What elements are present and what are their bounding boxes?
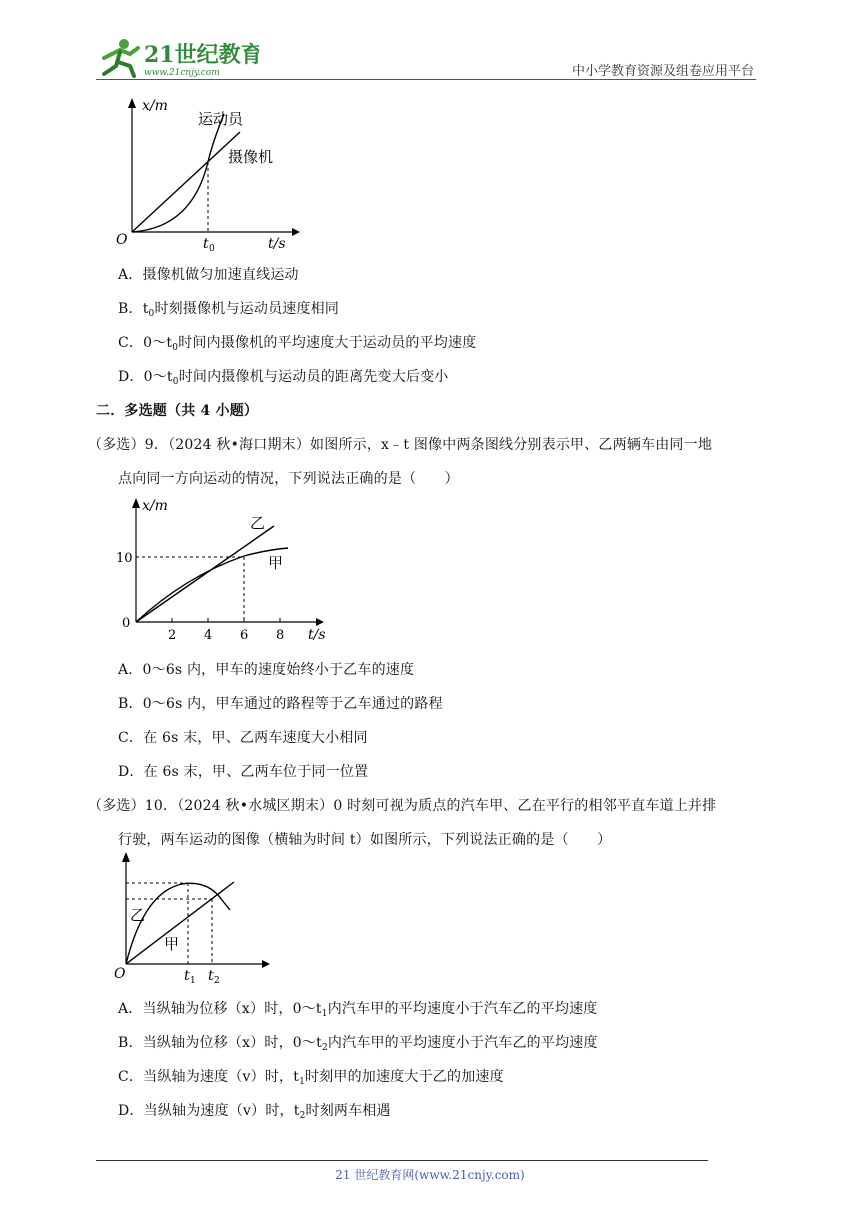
x-tick-2: 2	[168, 628, 177, 643]
x-axis-label: t/s	[308, 627, 326, 643]
y-axis-arrow	[122, 852, 130, 862]
section-title: 二．多选题（共 4 小题）	[96, 403, 259, 419]
q9-option-b: B．0～6s 内，甲车通过的路程等于乙车通过的路程	[118, 696, 443, 712]
jia-label: 甲	[268, 554, 284, 572]
origin-label: O	[116, 232, 128, 248]
q10-option-a: A．当纵轴为位移（x）时，$0\sim t_1$内汽车甲的平均速度小于汽车乙的平均速度	[118, 1001, 598, 1019]
x-axis-arrow	[262, 960, 270, 968]
q10-option-c: C．当纵轴为速度（v）时，$t_1$时刻甲的加速度大于乙的加速度	[118, 1069, 504, 1087]
athlete-curve	[132, 114, 224, 232]
camera-line	[132, 132, 240, 232]
q9-option-d: D．在 6s 末，甲、乙两车位于同一位置	[118, 764, 369, 780]
jia-label: 甲	[164, 935, 180, 953]
yi-label: 乙	[250, 514, 266, 532]
q8-option-c: C．$0\sim t_0$时间内摄像机的平均速度大于运动员的平均速度	[118, 335, 477, 353]
x-tick-6: 6	[240, 628, 249, 643]
platform-name: 中小学教育资源及组卷应用平台	[571, 64, 754, 79]
q9-option-a: A．0～6s 内，甲车的速度始终小于乙车的速度	[118, 662, 415, 678]
q10-stem-line1: （多选）10．（2024 秋•水城区期末）0 时刻可视为质点的汽车甲、乙在平行的相邻平直车道上并排	[88, 798, 717, 814]
y-axis-label: x/m	[142, 98, 168, 114]
origin-label: O	[114, 966, 126, 982]
q10-stem-line2: 行驶，两车运动的图像（横轴为时间 t）如图所示，下列说法正确的是（ ）	[118, 832, 612, 848]
q8-graph	[112, 96, 302, 260]
camera-label: 摄像机	[228, 148, 274, 166]
q10-option-d: D．当纵轴为速度（v）时，$t_2$时刻两车相遇	[118, 1103, 391, 1121]
athlete-label: 运动员	[198, 110, 244, 128]
y-axis-arrow	[132, 498, 140, 508]
y-axis-arrow	[128, 98, 136, 108]
q8-option-a: A．摄像机做匀加速直线运动	[118, 267, 299, 283]
t2-sub: 2	[214, 976, 220, 986]
footer-link[interactable]: 21 世纪教育网(www.21cnjy.com)	[335, 1168, 525, 1182]
q10-option-b: B．当纵轴为位移（x）时，$0\sim t_2$内汽车甲的平均速度小于汽车乙的平均速度	[118, 1035, 598, 1053]
q9-stem-line1: （多选）9．（2024 秋•海口期末）如图所示，x﹣t 图像中两条图线分别表示甲、乙两辆车由同一地	[88, 437, 713, 453]
x-axis-arrow	[292, 228, 300, 236]
t0-label: t	[203, 236, 209, 252]
q8-option-d: D．$0\sim t_0$时间内摄像机与运动员的距离先变大后变小	[118, 369, 449, 387]
q9-stem-line2: 点向同一方向运动的情况，下列说法正确的是（ ）	[118, 471, 459, 487]
q10-graph	[112, 850, 282, 990]
header-divider	[96, 79, 756, 80]
x-axis-label: t/s	[268, 236, 286, 252]
x-tick-8: 8	[276, 628, 285, 643]
origin-label: 0	[122, 616, 131, 631]
q8-option-b: B．$t_0$时刻摄像机与运动员速度相同	[118, 301, 340, 319]
x-tick-4: 4	[204, 628, 213, 643]
jia-curve	[136, 548, 288, 622]
t0-sub: 0	[209, 244, 215, 254]
logo-text: 21世纪教育	[144, 42, 259, 68]
logo-url: www.21cnjy.com	[144, 68, 220, 78]
footer-divider	[96, 1160, 708, 1161]
yi-line	[136, 526, 274, 622]
runner-icon	[104, 39, 138, 76]
y-tick-10: 10	[116, 551, 133, 566]
site-logo	[94, 36, 259, 80]
q9-option-c: C．在 6s 末，甲、乙两车速度大小相同	[118, 730, 368, 746]
t1-label: t	[184, 968, 190, 984]
t2-label: t	[208, 968, 214, 984]
q9-graph	[116, 496, 336, 650]
y-axis-label: x/m	[142, 498, 168, 514]
x-axis-arrow	[316, 618, 324, 626]
yi-label: 乙	[130, 906, 146, 924]
t1-sub: 1	[190, 976, 196, 986]
